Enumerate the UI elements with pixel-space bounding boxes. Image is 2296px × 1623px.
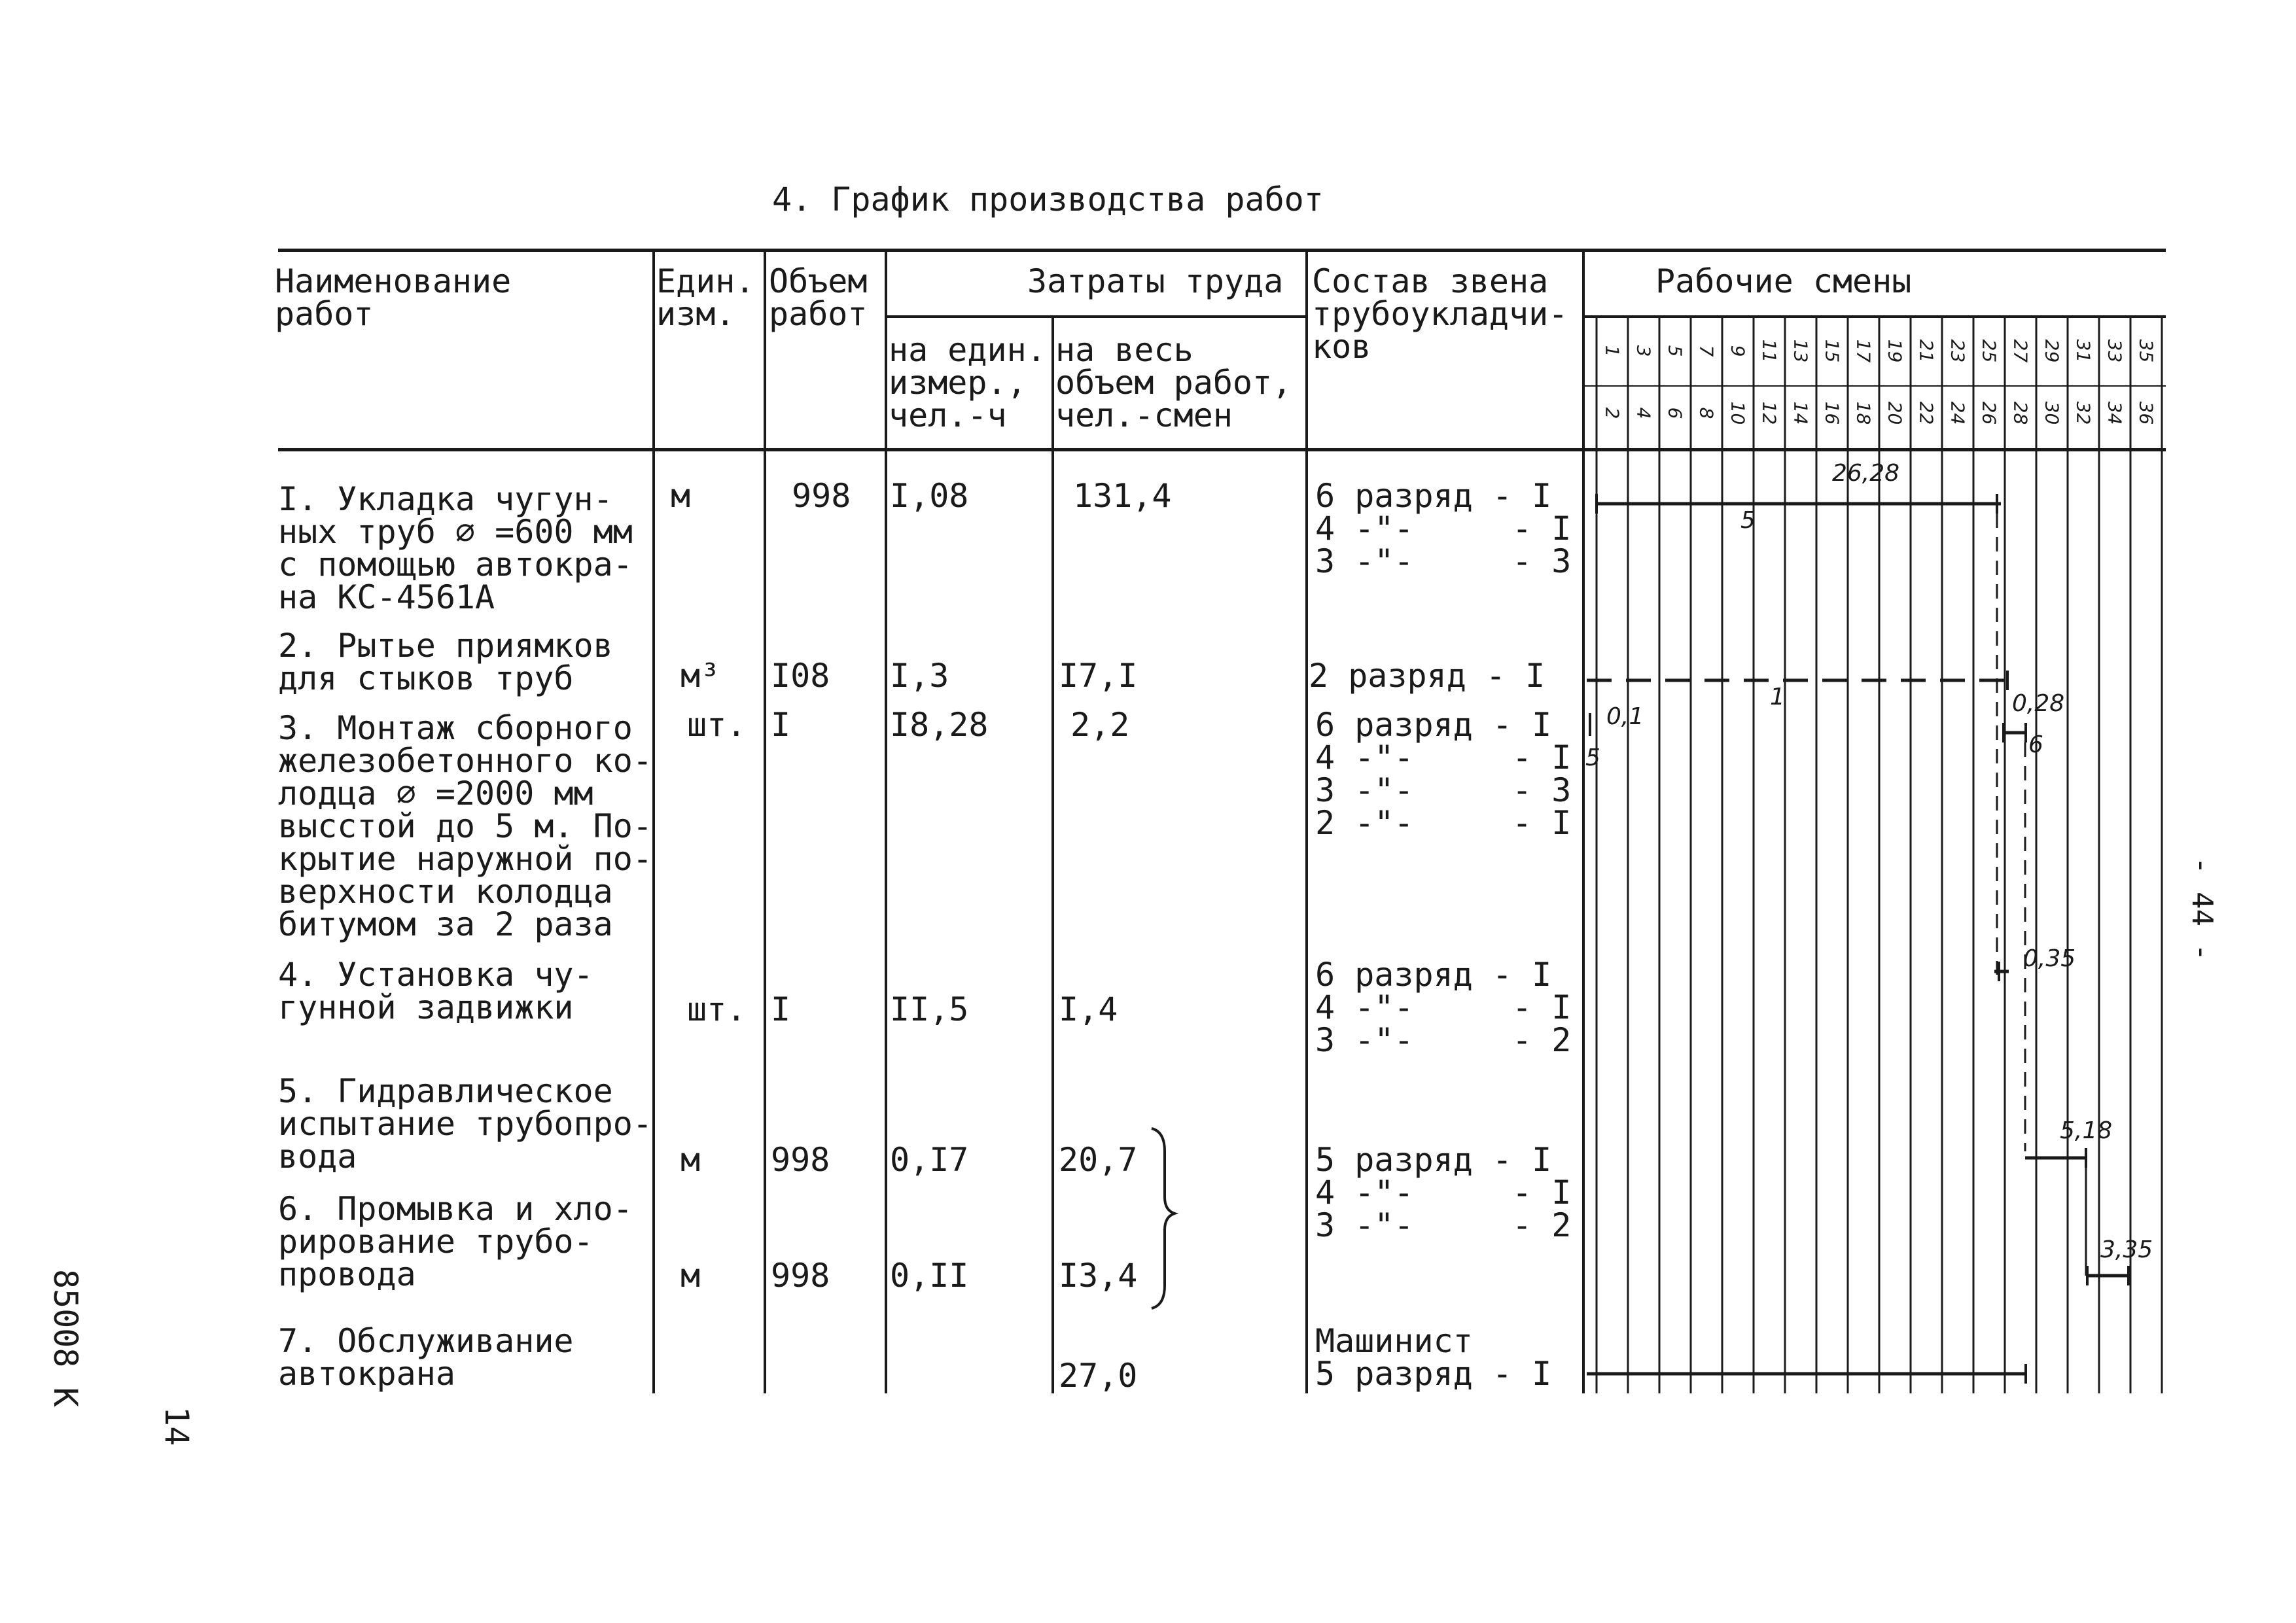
- row2-per-unit: I,3: [890, 657, 949, 695]
- row1-crew: 6 разряд - I 4 -"- - I 3 -"- - 3: [1315, 477, 1572, 580]
- row4-unit: шт.: [687, 990, 747, 1028]
- row5-unit: м: [680, 1141, 701, 1179]
- shift-number: 15: [1821, 339, 1843, 363]
- label-row1-crew: 5: [1740, 507, 1756, 534]
- shift-number: 24: [1947, 401, 1969, 425]
- row7-total: 27,0: [1059, 1357, 1138, 1395]
- row4-per-unit: II,5: [890, 990, 969, 1028]
- row1-name: I. Укладка чугун- ных труб ⌀ =600 мм с помощью автокра- на КС-4561А: [278, 480, 633, 616]
- shift-number: 19: [1884, 339, 1906, 363]
- label-row1-duration: 26,28: [1832, 460, 1900, 487]
- header-crew: Состав звена трубоукладчи- ков: [1312, 262, 1568, 366]
- shift-number: 12: [1758, 401, 1780, 425]
- shift-number: 34: [2104, 401, 2126, 425]
- page-marker: - 44 -: [2185, 857, 2219, 961]
- shift-number: 16: [1821, 401, 1843, 425]
- label-row4-duration: 0,35: [2023, 945, 2076, 972]
- shift-number: 3: [1633, 345, 1655, 357]
- shift-number: 10: [1727, 401, 1749, 425]
- gantt-bars: [1152, 494, 2130, 1384]
- side-page-number: 14: [158, 1406, 196, 1446]
- shift-number: 2: [1601, 407, 1623, 419]
- row6-name: 6. Промывка и хло- рирование трубо- провода: [278, 1190, 633, 1293]
- shift-number: 22: [1915, 401, 1937, 425]
- header-per-unit: на един. измер., чел.-ч: [889, 331, 1046, 434]
- row5-volume: 998: [771, 1141, 830, 1179]
- row7-name: 7. Обслуживание автокрана: [278, 1322, 574, 1393]
- label-row3-c: 0,28: [2012, 690, 2065, 717]
- row6-volume: 998: [771, 1257, 830, 1295]
- page-title: 4. График производства работ: [772, 181, 1324, 218]
- shift-number: 4: [1633, 407, 1655, 419]
- row1-unit: м: [671, 477, 691, 515]
- shift-number: 17: [1852, 339, 1875, 363]
- row1-per-unit: I,08: [890, 477, 969, 515]
- header-unit: Един. изм.: [656, 262, 755, 333]
- header-labor: Затраты труда: [1027, 262, 1284, 300]
- shift-number: 13: [1790, 339, 1812, 363]
- label-row2-crew: 1: [1770, 684, 1785, 710]
- header-shifts: Рабочие смены: [1655, 262, 1912, 300]
- shift-number: 32: [2072, 401, 2094, 425]
- header-total: на весь объем работ, чел.-смен: [1055, 331, 1292, 434]
- row3-total: 2,2: [1070, 706, 1130, 744]
- shift-number: 23: [1947, 339, 1969, 363]
- shift-number: 18: [1852, 401, 1875, 425]
- shift-number: 35: [2135, 339, 2157, 363]
- row2-volume: I08: [771, 657, 830, 695]
- label-row6-duration: 3,35: [2100, 1236, 2153, 1263]
- row5-total: 20,7: [1059, 1141, 1138, 1179]
- shift-number: 33: [2104, 339, 2126, 363]
- shift-number: 11: [1758, 339, 1780, 363]
- shift-number: 31: [2072, 339, 2094, 363]
- row1-total: 131,4: [1073, 477, 1172, 515]
- row7-crew: Машинист 5 разряд - I: [1315, 1322, 1552, 1393]
- shift-number: 1: [1601, 345, 1623, 357]
- row3-crew: 6 разряд - I 4 -"- - I 3 -"- - 3 2 -"- - I: [1315, 706, 1572, 842]
- row6-per-unit: 0,II: [890, 1257, 969, 1295]
- label-row3-a: 0,1: [1606, 703, 1644, 730]
- side-stamp: 85008 К: [46, 1269, 84, 1407]
- row3-per-unit: I8,28: [890, 706, 989, 744]
- shift-number: 28: [2009, 401, 2032, 425]
- row1-volume: 998: [792, 477, 851, 515]
- shift-number: 5: [1664, 345, 1686, 357]
- header-volume: Объем работ: [769, 262, 868, 333]
- header-name: Наименование работ: [275, 262, 512, 333]
- row6-total: I3,4: [1059, 1257, 1138, 1295]
- row4-name: 4. Установка чу- гунной задвижки: [278, 956, 593, 1026]
- row3-unit: шт.: [687, 706, 747, 744]
- label-row3-b: 5: [1585, 744, 1600, 771]
- row4-total: I,4: [1059, 990, 1118, 1028]
- shift-number: 20: [1884, 401, 1906, 425]
- brace-rows-5-6: [1152, 1128, 1174, 1308]
- row3-name: 3. Монтаж сборного железобетонного ко- лодца ⌀ =2000 мм высстой до 5 м. По- крытие наружной по- верхности колодца битумом за 2 раза: [278, 709, 652, 943]
- row2-unit: м³: [680, 657, 720, 695]
- shift-number: 7: [1695, 345, 1718, 357]
- row4-crew: 6 разряд - I 4 -"- - I 3 -"- - 2: [1315, 956, 1572, 1059]
- shift-number: 6: [1664, 407, 1686, 419]
- shift-number: 36: [2135, 401, 2157, 425]
- shift-number: 27: [2009, 339, 2032, 363]
- row4-volume: I: [771, 990, 791, 1028]
- row6-unit: м: [680, 1257, 701, 1295]
- row5-per-unit: 0,I7: [890, 1141, 969, 1179]
- shift-number: 29: [2041, 339, 2063, 363]
- row2-name: 2. Рытье приямков для стыков труб: [278, 627, 613, 697]
- row2-crew: 2 разряд - I: [1309, 657, 1545, 695]
- row5-name: 5. Гидравлическое испытание трубопро- вода: [278, 1072, 652, 1176]
- label-row5-duration: 5,18: [2060, 1117, 2113, 1144]
- shift-number: 30: [2041, 401, 2063, 425]
- shift-number: 8: [1695, 407, 1718, 419]
- row2-total: I7,I: [1059, 657, 1138, 695]
- row5-crew: 5 разряд - I 4 -"- - I 3 -"- - 2: [1315, 1141, 1572, 1244]
- label-row3-d: 6: [2028, 731, 2043, 758]
- shift-number: 9: [1727, 345, 1749, 357]
- shift-number: 21: [1915, 339, 1937, 363]
- shift-number: 26: [1978, 401, 2000, 425]
- shift-number: 25: [1978, 339, 2000, 363]
- row3-volume: I: [771, 706, 791, 744]
- shift-number: 14: [1790, 401, 1812, 425]
